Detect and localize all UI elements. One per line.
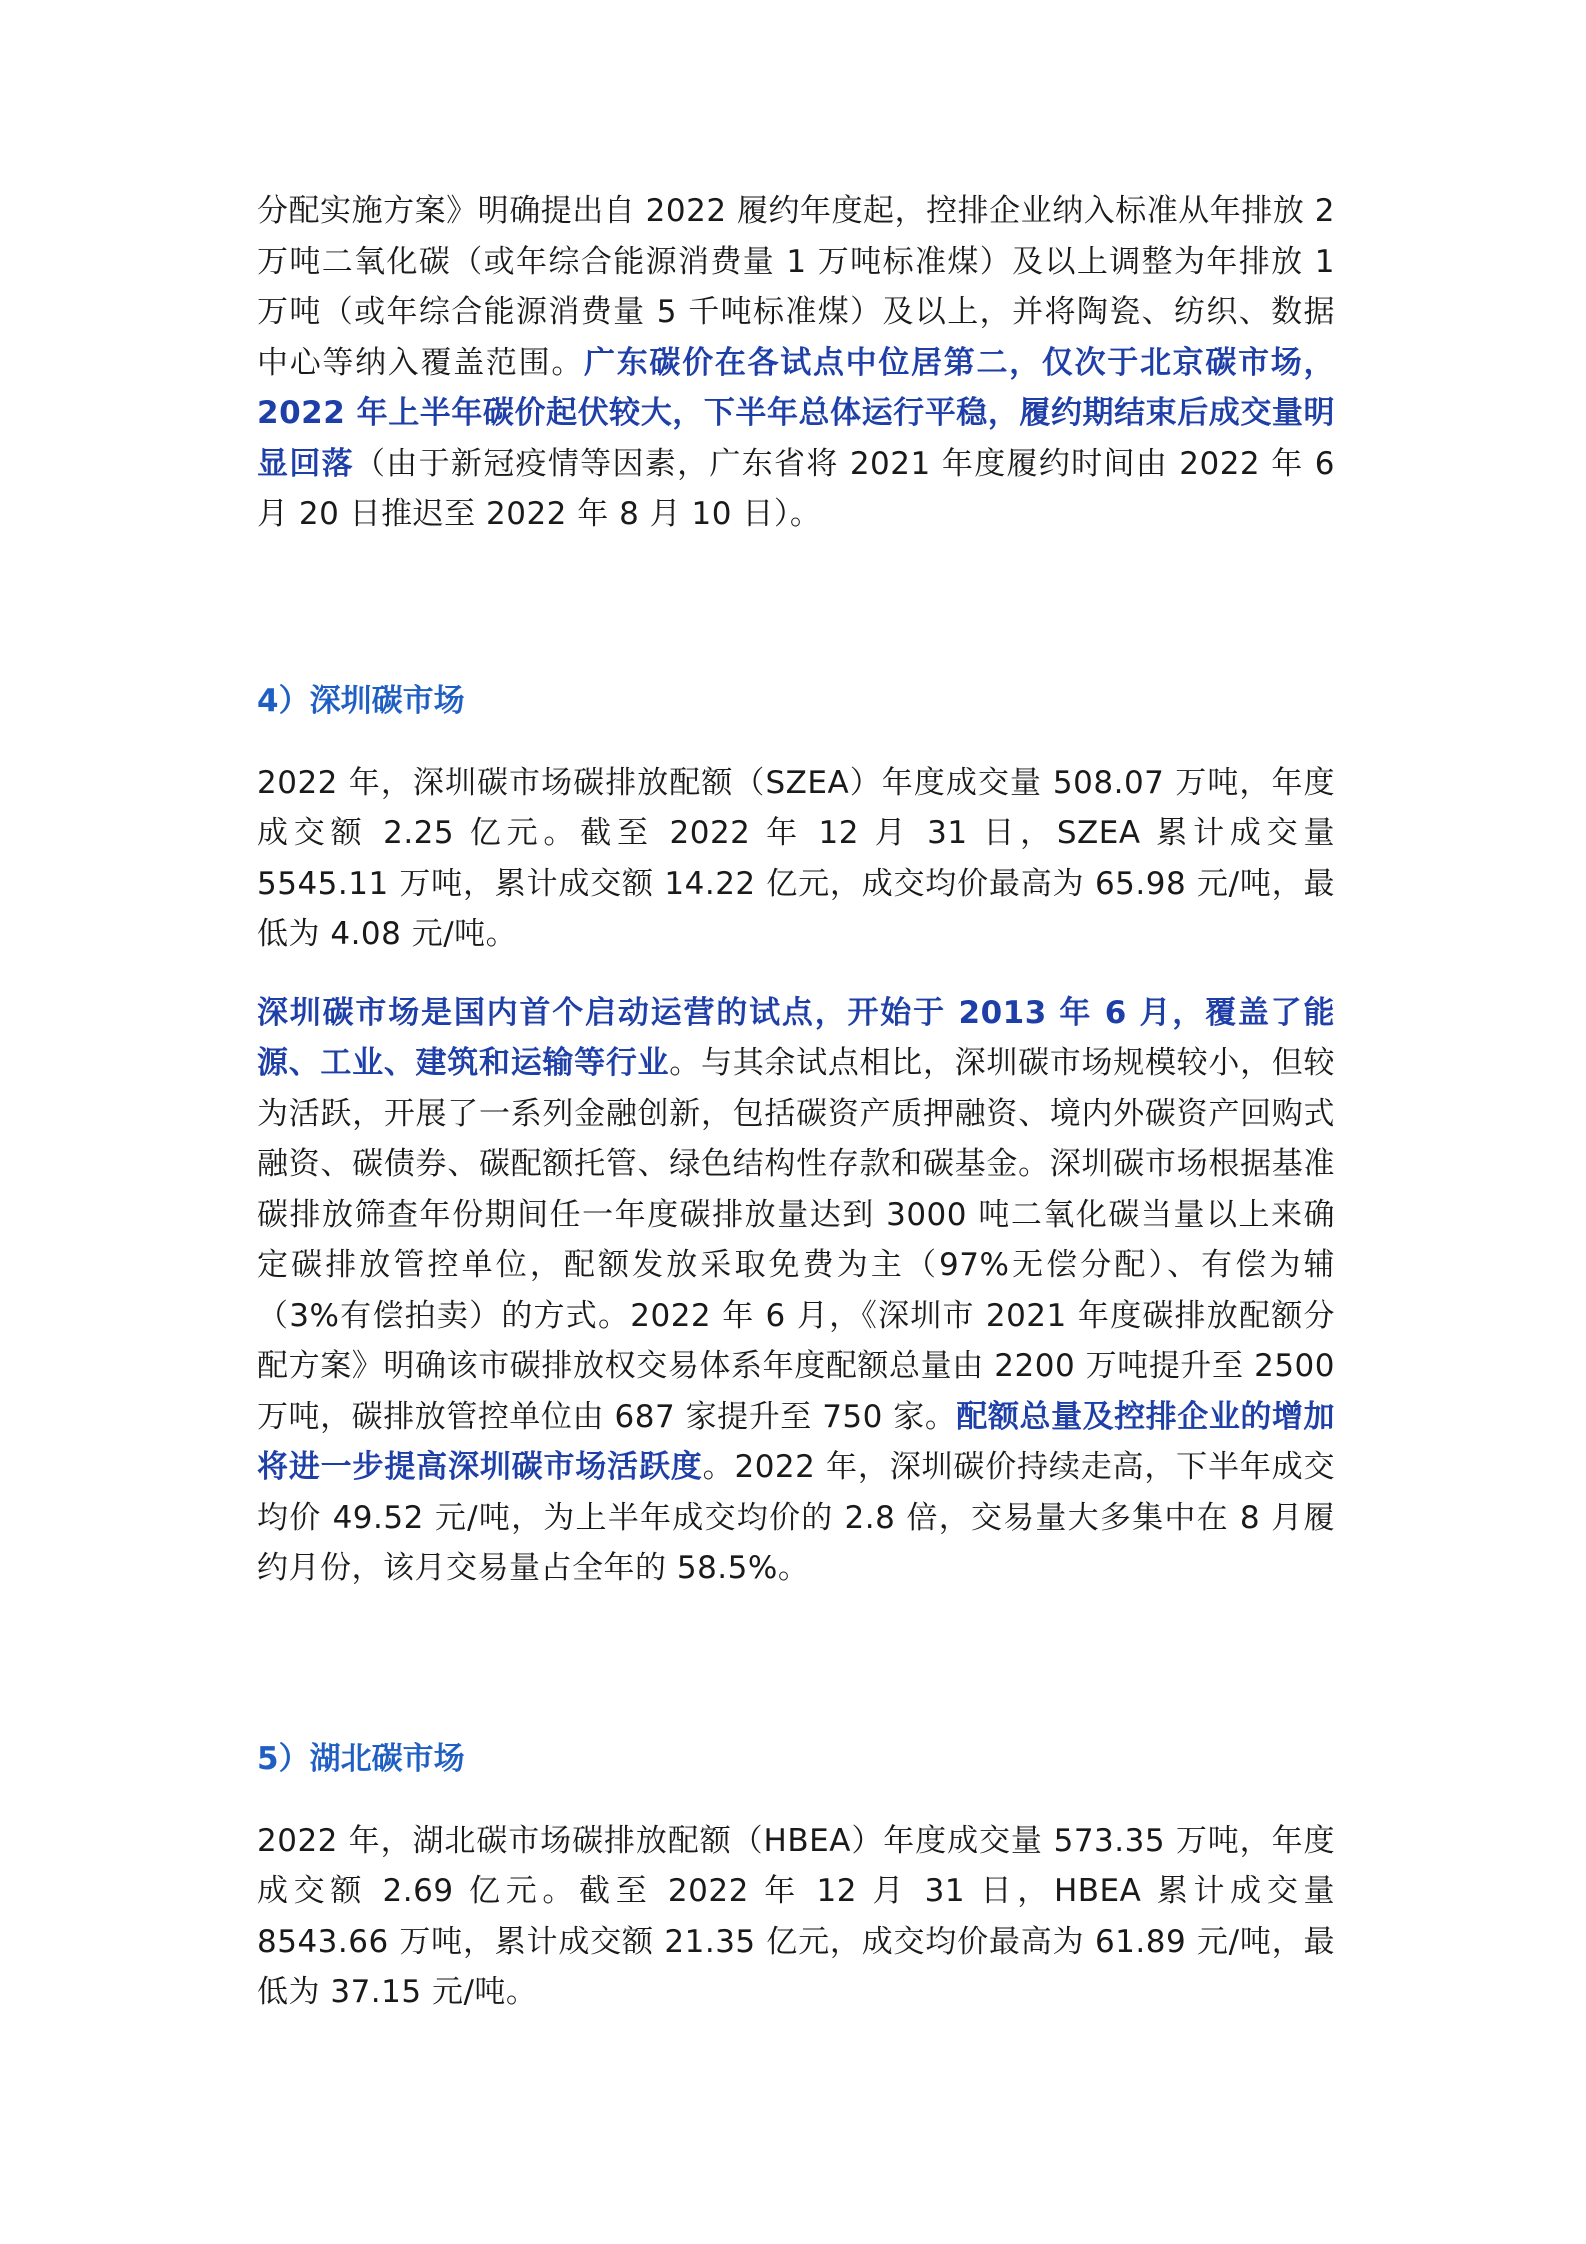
shenzhen-text-1: 。与其余试点相比，深圳碳市场规模较小，但较为活跃，开展了一系列金融创新，包括碳资产质押融资、境内外碳资产回购式融资、碳债券、碳配额托管、绿色结构性存款和碳基金。深圳碳市场根据基准碳排放筛查年份期间任一年度碳排放量达到 3000 吨二氧化碳当量以上来确定碳排放管控单位，配额发放采取免费为主（97%无偿分配）、有偿为辅（3%有偿拍卖）的方式。2022 年 6 月，《深圳市 2021 年度碳排放配额分配方案》明确该市碳排放权交易体系年度配额总量由 2200 万吨提升至 2500 万吨，碳排放管控单位由 687 家提升至 750 家。	[257, 1045, 1336, 1435]
shenzhen-text-2: 。2022 年，深圳碳价持续走高，下半年成交均价 49.52 元/吨，为上半年成交均价的 2.8 倍，交易量大多集中在 8 月履约月份，该月交易量占全年的 58.5%。	[257, 1449, 1336, 1586]
guangdong-highlight: 广东碳价在各试点中位居第二，仅次于北京碳市场，2022 年上半年碳价起伏较大，下半年总体运行平稳，履约期结束后成交量明显回落	[257, 344, 1335, 482]
guangdong-text-1: 分配实施方案》明确提出自 2022 履约年度起，控排企业纳入标准从年排放 2 万吨二氧化碳（或年综合能源消费量 1 万吨标准煤）及以上调整为年排放 1 万吨（或年综合能源消费量 5 千吨标准煤）及以上，并将陶瓷、纺织、数据中心等纳入覆盖范围。	[257, 193, 1335, 381]
section-heading-hubei: 5）湖北碳市场	[257, 1740, 465, 1777]
paragraph-guangdong	[257, 186, 1335, 540]
shenzhen-highlight-2: 配额总量及控排企业的增加将进一步提高深圳碳市场活跃度	[257, 1398, 1336, 1485]
paragraph-shenzhen-overview	[257, 988, 1335, 1594]
guangdong-text-2: （由于新冠疫情等因素，广东省将 2021 年度履约时间由 2022 年 6 月 20 日推迟至 2022 年 8 月 10 日）。	[257, 445, 1336, 532]
document-page	[257, 186, 1335, 2018]
paragraph-hubei-stats: 2022 年，湖北碳市场碳排放配额（HBEA）年度成交量 573.35 万吨，年度成交额 2.69 亿元。截至 2022 年 12 月 31 日，HBEA 累计成交量 8543.66 万吨，累计成交额 21.35 亿元，成交均价最高为 61.89 元/吨，最低为 37.15 元/吨。	[257, 1822, 1335, 2010]
section-heading-shenzhen: 4）深圳碳市场	[257, 682, 465, 719]
shenzhen-highlight-1: 深圳碳市场是国内首个启动运营的试点，开始于 2013 年 6 月，覆盖了能源、工业、建筑和运输等行业	[257, 994, 1335, 1081]
paragraph-shenzhen-stats: 2022 年，深圳碳市场碳排放配额（SZEA）年度成交量 508.07 万吨，年度成交额 2.25 亿元。截至 2022 年 12 月 31 日，SZEA 累计成交量 5545.11 万吨，累计成交额 14.22 亿元，成交均价最高为 65.98 元/吨，最低为 4.08 元/吨。	[257, 764, 1335, 952]
